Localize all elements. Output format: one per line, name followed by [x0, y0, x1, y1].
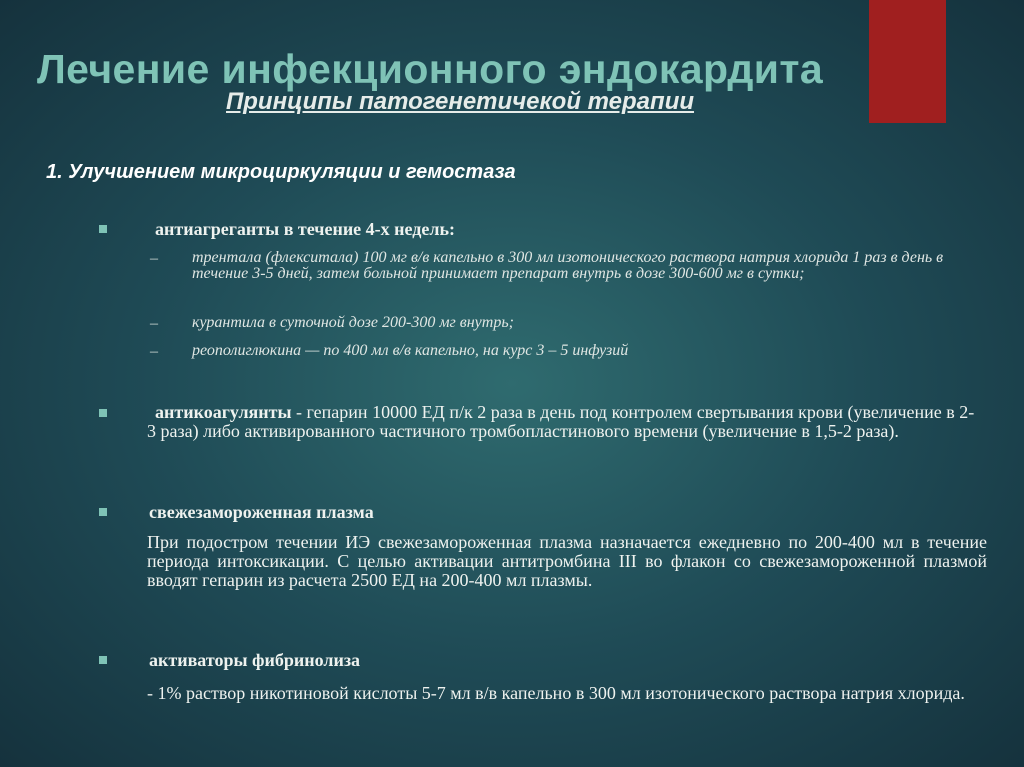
anticoagulants-text: - гепарин 10000 ЕД п/к 2 раза в день под контролем свертывания крови (увеличение в 2-3 раза) либо активированного частичного тромбопластинового времени (увеличение в 1,5-2 раза).	[147, 402, 975, 441]
group-heading-antiagregants: антиагреганты в течение 4-х недель:	[155, 219, 455, 239]
plasma-paragraph: При подостром течении ИЭ свежезамороженная плазма назначается ежедневно по 200-400 мл в течение периода интоксикации. С целью активации антитромбина III во флакон со свежезамороженной плазмой вводят гепарин из расчета 2500 ЕД на 200-400 мл плазмы.	[147, 532, 987, 590]
dash-bullet-icon: –	[150, 315, 158, 332]
group-heading-fibrinolysis: активаторы фибринолиза	[149, 650, 361, 670]
accent-bar	[869, 0, 946, 123]
list-item-kurantil: курантила в суточной дозе 200-300 мг внутрь;	[192, 314, 514, 331]
section-heading: 1. Улучшением микроциркуляции и гемостаза	[46, 161, 516, 183]
list-item-trental: трентала (флекситала) 100 мг в/в капельно в 300 мл изотонического раствора натрия хлорида 1 раз в день в течение 3-5 дней, затем больной принимает препарат внутрь в дозе 300-600 мг в сутки;	[192, 249, 944, 282]
group-heading-plasma: свежезамороженная плазма	[149, 502, 374, 522]
slide-subtitle: Принципы патогенетичекой терапии	[226, 88, 695, 115]
anticoagulants-label: антикоагулянты	[155, 402, 292, 422]
bullet-square-icon	[99, 409, 107, 417]
anticoagulants-paragraph	[147, 403, 977, 441]
dash-bullet-icon: –	[150, 250, 158, 267]
dash-bullet-icon: –	[150, 343, 158, 360]
bullet-square-icon	[99, 508, 107, 516]
list-item-reopoliglyukin: реополиглюкина — по 400 мл в/в капельно, на курс 3 – 5 инфузий	[192, 342, 629, 359]
slide-title: Лечение инфекционного эндокардита	[37, 46, 824, 92]
bullet-square-icon	[99, 225, 107, 233]
bullet-square-icon	[99, 656, 107, 664]
fibrinolysis-paragraph: - 1% раствор никотиновой кислоты 5-7 мл в/в капельно в 300 мл изотонического раствора натрия хлорида.	[147, 683, 965, 703]
